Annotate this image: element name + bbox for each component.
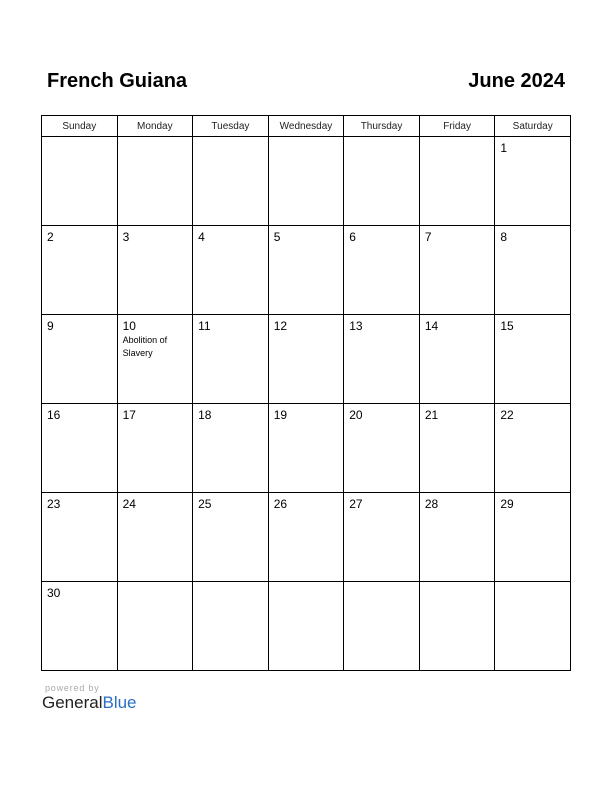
day-cell: [268, 582, 344, 671]
day-number: 22: [500, 408, 514, 422]
day-number: 23: [47, 497, 61, 511]
day-cell: [117, 137, 193, 226]
weekday-header: Friday: [419, 116, 495, 137]
day-cell: [117, 226, 193, 315]
day-cell: [419, 137, 495, 226]
brand-text-general: General: [42, 693, 103, 712]
week-row: [42, 582, 571, 671]
week-row: [42, 404, 571, 493]
day-cell: [268, 493, 344, 582]
day-cell: [495, 404, 571, 493]
weekday-header: Saturday: [495, 116, 571, 137]
day-cell: [193, 137, 269, 226]
region-title: French Guiana: [47, 70, 188, 92]
day-number: 11: [198, 319, 211, 333]
brand-text-blue: Blue: [102, 693, 137, 712]
day-cell: [42, 493, 118, 582]
generalblue-logo[interactable]: [42, 693, 137, 713]
day-cell: [344, 137, 420, 226]
calendar-grid: [41, 115, 571, 671]
day-number: 27: [349, 497, 363, 511]
day-cell: [42, 582, 118, 671]
month-title: June 2024: [468, 70, 565, 92]
day-cell: [344, 226, 420, 315]
day-number: 20: [349, 408, 363, 422]
day-number: 1: [500, 141, 508, 155]
day-cell: [419, 493, 495, 582]
day-cell: [193, 315, 269, 404]
day-number: 8: [500, 230, 508, 244]
day-cell: [193, 582, 269, 671]
day-cell: [419, 226, 495, 315]
day-number: 14: [424, 319, 439, 333]
weekday-header: Monday: [117, 116, 193, 137]
day-number: 2: [47, 230, 54, 244]
day-cell: [193, 404, 269, 493]
day-cell: [268, 315, 344, 404]
day-cell: [344, 404, 420, 493]
day-number: 7: [424, 230, 432, 244]
day-cell: [117, 315, 193, 404]
day-cell: [42, 315, 118, 404]
day-cell: [42, 404, 118, 493]
day-cell: [419, 582, 495, 671]
day-number: 16: [47, 408, 61, 422]
day-number: 13: [349, 319, 363, 333]
day-number: 12: [273, 319, 288, 333]
day-number: 29: [500, 497, 514, 511]
day-number: 30: [47, 586, 61, 600]
day-cell: [193, 493, 269, 582]
day-number: 10: [122, 319, 136, 333]
weekday-header: Tuesday: [193, 116, 269, 137]
day-cell: [193, 226, 269, 315]
weekday-header: Thursday: [344, 116, 420, 137]
day-cell: [495, 315, 571, 404]
day-cell: [117, 493, 193, 582]
day-cell: [117, 582, 193, 671]
day-cell: [344, 315, 420, 404]
week-row: [42, 493, 571, 582]
day-cell: [495, 137, 571, 226]
day-cell: [117, 404, 193, 493]
day-cell: [419, 315, 495, 404]
day-number: 21: [424, 408, 439, 422]
day-number: 9: [47, 319, 54, 333]
day-cell: [419, 404, 495, 493]
day-number: 5: [273, 230, 281, 244]
holiday-label: Abolition of Slavery: [122, 335, 168, 358]
day-cell: [495, 493, 571, 582]
day-cell: [495, 226, 571, 315]
day-number: 6: [349, 230, 356, 244]
day-number: 3: [122, 230, 130, 244]
day-number: 17: [122, 408, 136, 422]
day-cell: [495, 582, 571, 671]
day-cell: [344, 582, 420, 671]
day-cell: [268, 404, 344, 493]
week-row: [42, 315, 571, 404]
day-number: 4: [198, 230, 205, 244]
day-cell: [268, 226, 344, 315]
day-number: 19: [273, 408, 288, 422]
day-cell: [42, 137, 118, 226]
day-number: 24: [122, 497, 136, 511]
weekday-header-row: [42, 116, 571, 137]
powered-by-text: powered by: [45, 683, 100, 693]
week-row: [42, 137, 571, 226]
day-cell: [268, 137, 344, 226]
week-row: [42, 226, 571, 315]
day-number: 28: [424, 497, 439, 511]
day-number: 15: [500, 319, 514, 333]
weekday-header: Sunday: [42, 116, 118, 137]
day-cell: [42, 226, 118, 315]
day-cell: [344, 493, 420, 582]
day-number: 26: [273, 497, 288, 511]
day-number: 18: [198, 408, 212, 422]
weekday-header: Wednesday: [268, 116, 344, 137]
day-number: 25: [198, 497, 212, 511]
